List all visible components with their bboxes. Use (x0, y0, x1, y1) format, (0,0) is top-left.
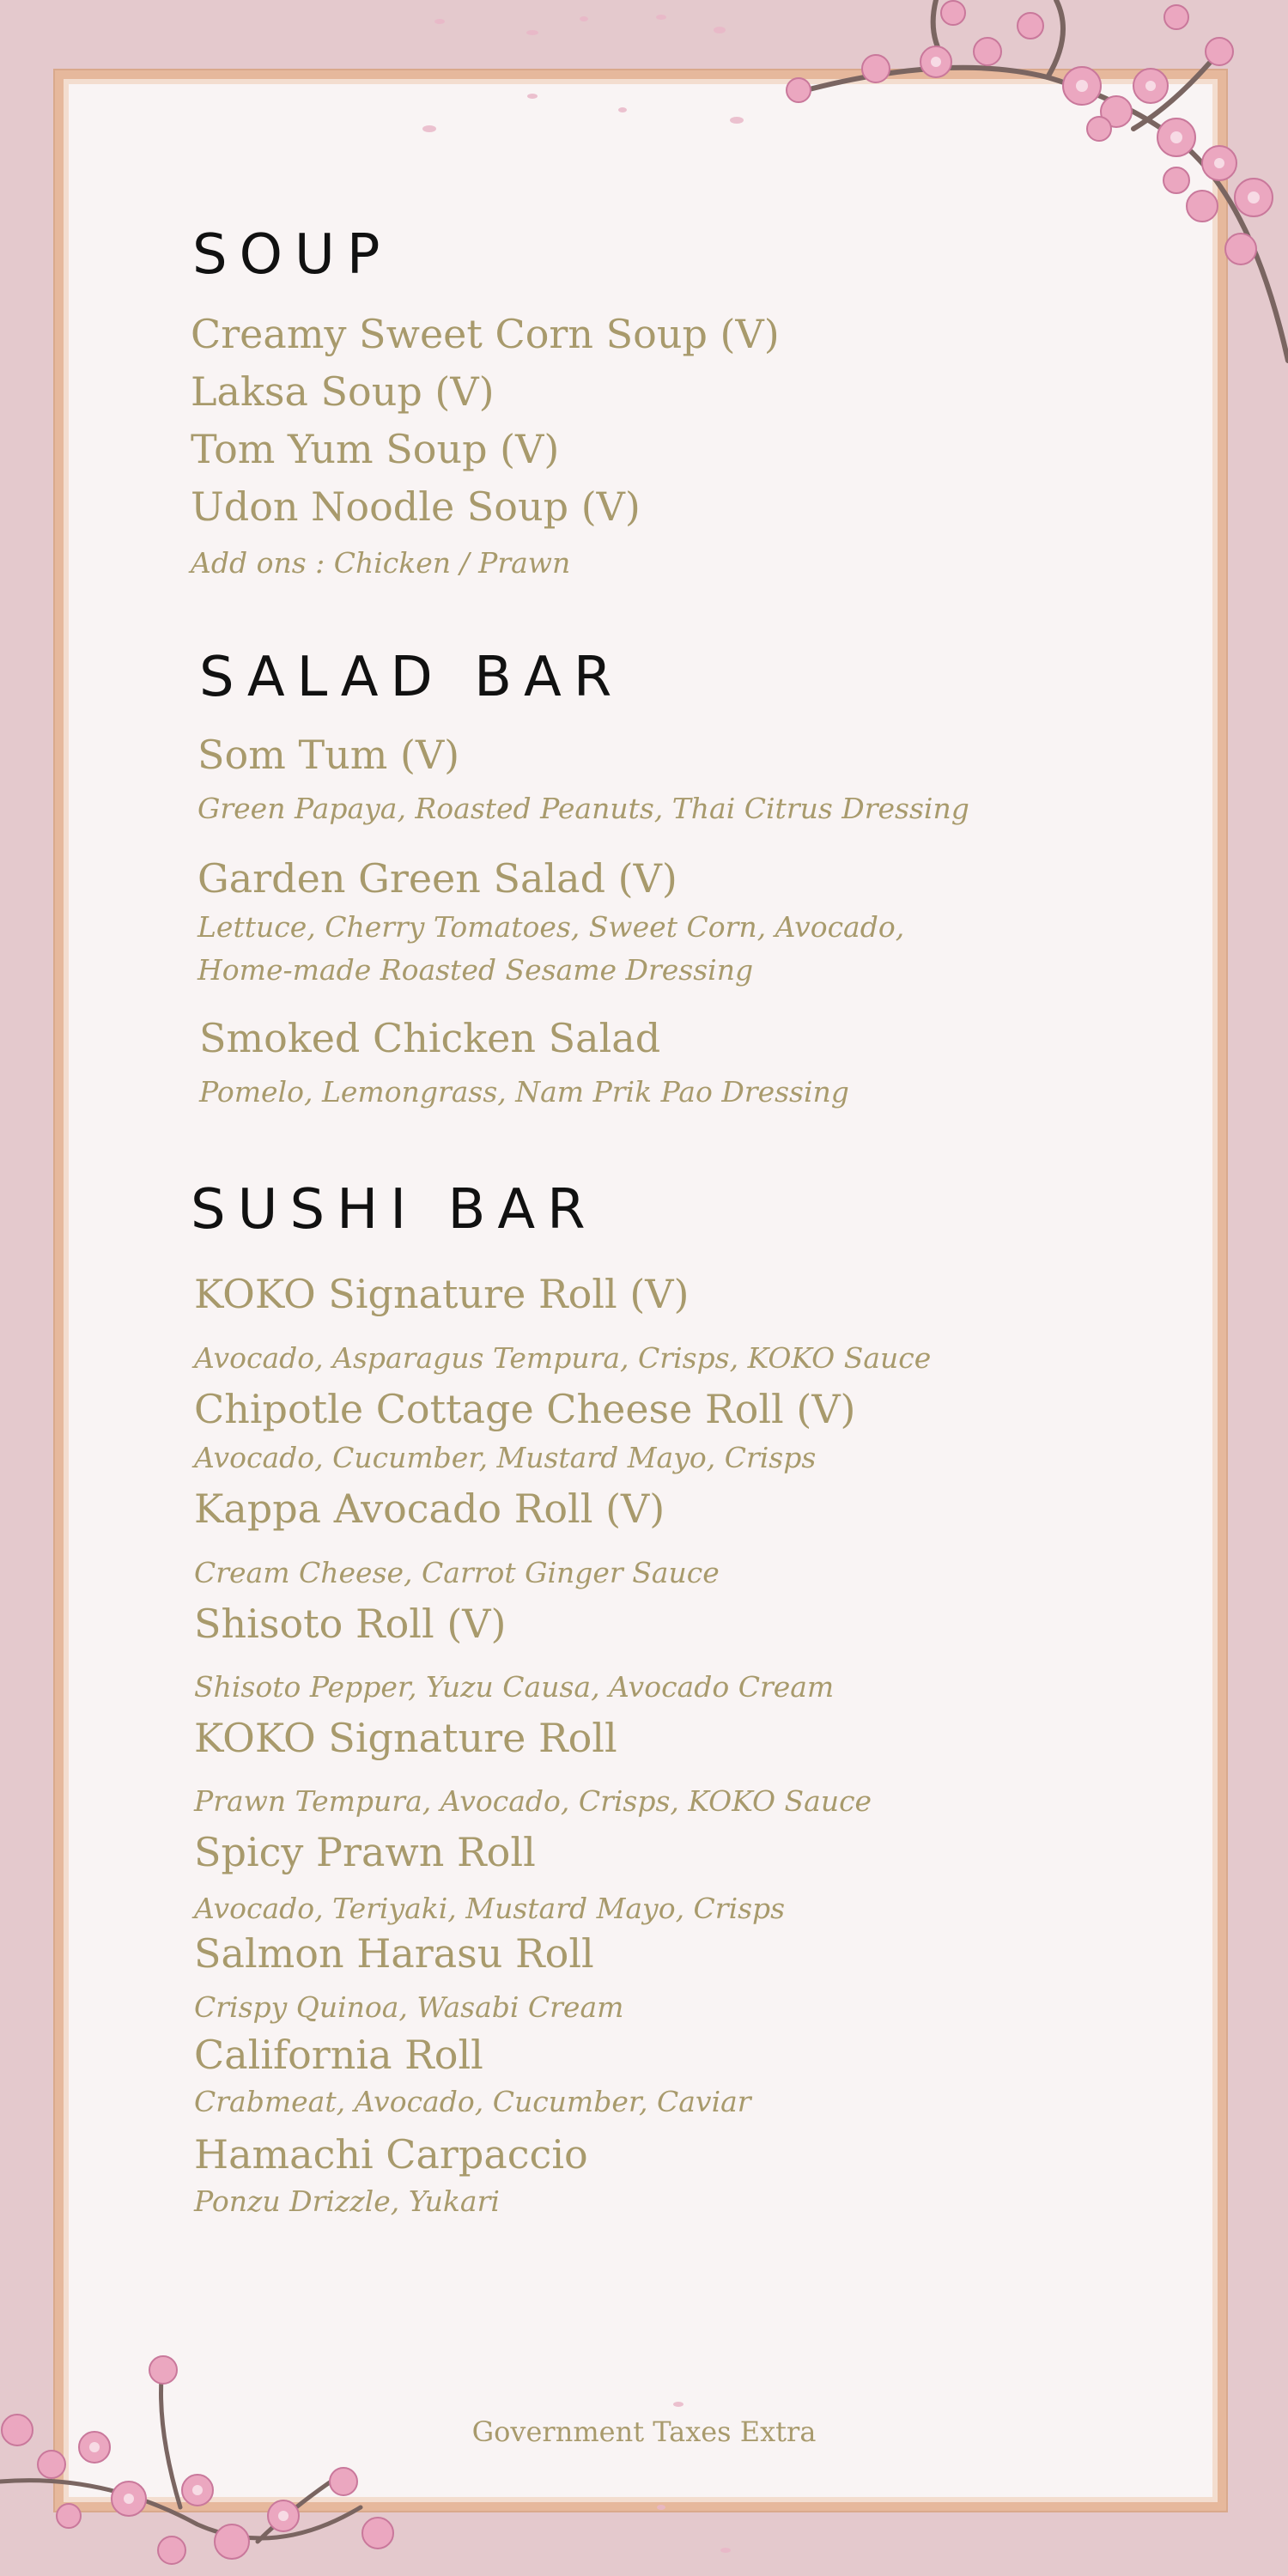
salad-bar-heading: SALAD BAR (199, 646, 624, 709)
sushi-item-description: Avocado, Cucumber, Mustard Mayo, Crisps (194, 1441, 817, 1474)
sushi-item-name: KOKO Signature Roll (194, 1715, 617, 1761)
sushi-item-description: Ponzu Drizzle, Yukari (194, 2184, 500, 2218)
sushi-item-name: Kappa Avocado Roll (V) (194, 1485, 665, 1532)
soup-item: Creamy Sweet Corn Soup (V) (191, 311, 780, 357)
salad-item-description: Pomelo, Lemongrass, Nam Prik Pao Dressing (199, 1075, 849, 1109)
cherry-blossom-branch-bottom-left-icon (0, 2336, 447, 2576)
sushi-item-description: Cream Cheese, Carrot Ginger Sauce (194, 1556, 720, 1589)
soup-addons: Add ons : Chicken / Prawn (191, 546, 571, 580)
sushi-item-name: California Roll (194, 2032, 483, 2078)
salad-item-description: Home-made Roasted Sesame Dressing (197, 953, 754, 987)
sushi-item-name: Chipotle Cottage Cheese Roll (V) (194, 1386, 856, 1432)
sushi-item-name: Hamachi Carpaccio (194, 2131, 588, 2178)
sushi-item-name: Salmon Harasu Roll (194, 1930, 594, 1977)
soup-item: Udon Noodle Soup (V) (191, 483, 641, 530)
soup-item: Tom Yum Soup (V) (191, 426, 560, 472)
salad-item-name: Smoked Chicken Salad (199, 1015, 661, 1061)
salad-item-name: Garden Green Salad (V) (197, 855, 677, 902)
salad-item-description: Green Papaya, Roasted Peanuts, Thai Citrus Dressing (197, 792, 969, 825)
salad-item-description: Lettuce, Cherry Tomatoes, Sweet Corn, Avocado, (197, 910, 905, 944)
sushi-item-description: Avocado, Teriyaki, Mustard Mayo, Crisps (194, 1892, 786, 1925)
sushi-item-name: KOKO Signature Roll (V) (194, 1271, 690, 1317)
sushi-item-description: Avocado, Asparagus Tempura, Crisps, KOKO Sauce (194, 1341, 932, 1375)
sushi-item-name: Shisoto Roll (V) (194, 1601, 507, 1647)
sushi-item-name: Spicy Prawn Roll (194, 1829, 536, 1875)
cherry-blossom-branch-top-right-icon (773, 0, 1288, 369)
sushi-item-description: Crabmeat, Avocado, Cucumber, Caviar (194, 2085, 751, 2118)
soup-item: Laksa Soup (V) (191, 368, 495, 415)
sushi-item-description: Crispy Quinoa, Wasabi Cream (194, 1990, 624, 2024)
salad-item-name: Som Tum (V) (197, 732, 460, 778)
sushi-bar-heading: SUSHI BAR (191, 1178, 598, 1242)
sushi-item-description: Prawn Tempura, Avocado, Crisps, KOKO Sauce (194, 1784, 872, 1818)
government-taxes-note: Government Taxes Extra (471, 2415, 817, 2448)
soup-heading: SOUP (192, 223, 392, 287)
sushi-item-description: Shisoto Pepper, Yuzu Causa, Avocado Cream (194, 1670, 835, 1704)
